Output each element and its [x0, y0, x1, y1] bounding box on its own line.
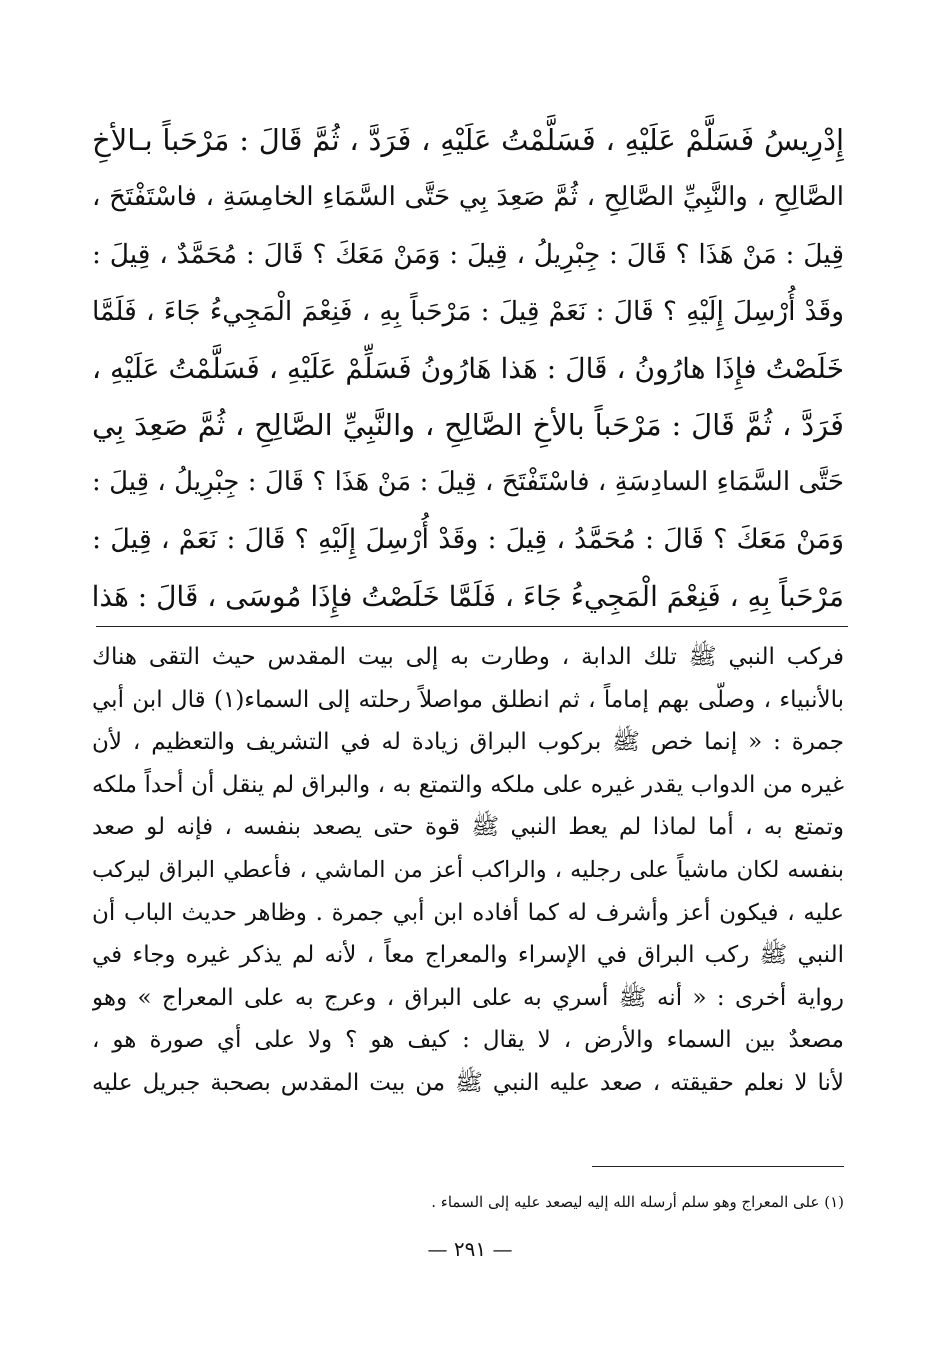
commentary-line: بنفسه لكان ماشياً على رجليه ، والراكب أعز من الماشي ، فأعطي البراق ليركب [92, 856, 844, 883]
commentary-line: غيره من الدواب يقدر غيره على ملكه والتمتع به ، والبراق لم ينقل أن أحداً ملكه [92, 771, 844, 798]
commentary-line: النبي ﷺ ركب البراق في الإسراء والمعراج معاً ، لأنه لم يذكر غيره وجاء في [92, 942, 844, 969]
footnote-divider [592, 1166, 844, 1167]
hadith-line: قِيلَ : مَنْ هَذَا ؟ قَالَ : جِبْرِيلُ ، قِيلَ : وَمَنْ مَعَكَ ؟ قَالَ : مُحَمَّدٌ ، قِيلَ : [92, 239, 844, 270]
hadith-line: الصَّالِحِ ، والنَّبِيِّ الصَّالِحِ ، ثُمَّ صَعِدَ بِي حَتَّى السَّمَاءِ الخامِسَةِ ، فاسْتَفْتَحَ ، [92, 182, 844, 212]
commentary-text [92, 636, 844, 1105]
commentary-line: فركب النبي ﷺ تلك الدابة ، وطارت به إلى بيت المقدس حيث التقى هناك [92, 644, 844, 670]
commentary-line: جمرة : « إنما خص ﷺ بركوب البراق زيادة له في التشريف والتعظيم ، لأن [92, 729, 844, 756]
commentary-line: عليه ، فيكون أعز وأشرف له كما أفاده ابن أبي جمرة . وظاهر حديث الباب أن [92, 899, 844, 926]
hadith-line: إِدْرِيسُ فَسَلَّمْ عَلَيْهِ ، فَسَلَّمْتُ عَلَيْهِ ، فَرَدَّ ، ثُمَّ قَالَ : مَرْحَباً بـالأخِ [92, 123, 844, 157]
hadith-text [92, 112, 844, 625]
footnote: (١) على المعراج وهو سلم أرسله الله إليه ليصعد عليه إلى السماء . [431, 1193, 844, 1211]
hadith-line: فَرَدَّ ، ثُمَّ قَالَ : مَرْحَباً بالأخِ الصَّالِحِ ، والنَّبِيِّ الصَّالِحِ ، ثُمَّ صَعِدَ بِي [92, 408, 844, 442]
commentary-line: وتمتع به ، أما لماذا لم يعط النبي ﷺ قوة حتى يصعد بنفسه ، فإنه لو صعد [92, 814, 844, 841]
commentary-line: رواية أخرى : « أنه ﷺ أسري به على البراق ، وعرج به على المعراج » وهو [92, 984, 844, 1011]
commentary-line: لأنا لا نعلم حقيقته ، صعد عليه النبي ﷺ من بيت المقدس بصحبة جبريل عليه [92, 1069, 844, 1096]
commentary-line: بالأنبياء ، وصلّى بهم إماماً ، ثم انطلق مواصلاً رحلته إلى السماء(١) قال ابن أبي [92, 686, 844, 713]
commentary-line: مصعدٌ بين السماء والأرض ، لا يقال : كيف هو ؟ ولا على أي صورة هو ، [92, 1027, 844, 1054]
page-number: — ٢٩١ — [427, 1237, 513, 1261]
hadith-line: وَمَنْ مَعَكَ ؟ قَالَ : مُحَمَّدُ ، قِيلَ : وقَدْ أُرْسِلَ إِلَيْهِ ؟ قَالَ : نَعَمْ ، قِيلَ : [92, 524, 844, 555]
hadith-line: وقَدْ أُرْسِلَ إِلَيْهِ ؟ قَالَ : نَعَمْ قِيلَ : مَرْحَباً بِهِ ، فَنِعْمَ الْمَجِيءُ جَاءَ ، فَلَمَّا [92, 296, 844, 327]
hadith-line: حَتَّى السَّمَاءِ السادِسَةِ ، فاسْتَفْتَحَ ، قِيلَ : مَنْ هَذَا ؟ قَالَ : جِبْرِيلُ ، قِيلَ : [92, 467, 844, 497]
hadith-line: خَلَصْتُ فإِذَا هارُونُ ، قَالَ : هَذا هَارُونُ فَسَلِّمْ عَلَيْهِ ، فَسَلَّمْتُ عَلَيْهِ ، [92, 352, 844, 385]
section-divider [96, 626, 848, 627]
hadith-line: مَرْحَباً بِهِ ، فَنِعْمَ الْمَجِيءُ جَاءَ ، فَلَمَّا خَلَصْتُ فإِذَا مُوسَى ، قَالَ : هَذا [92, 580, 844, 613]
